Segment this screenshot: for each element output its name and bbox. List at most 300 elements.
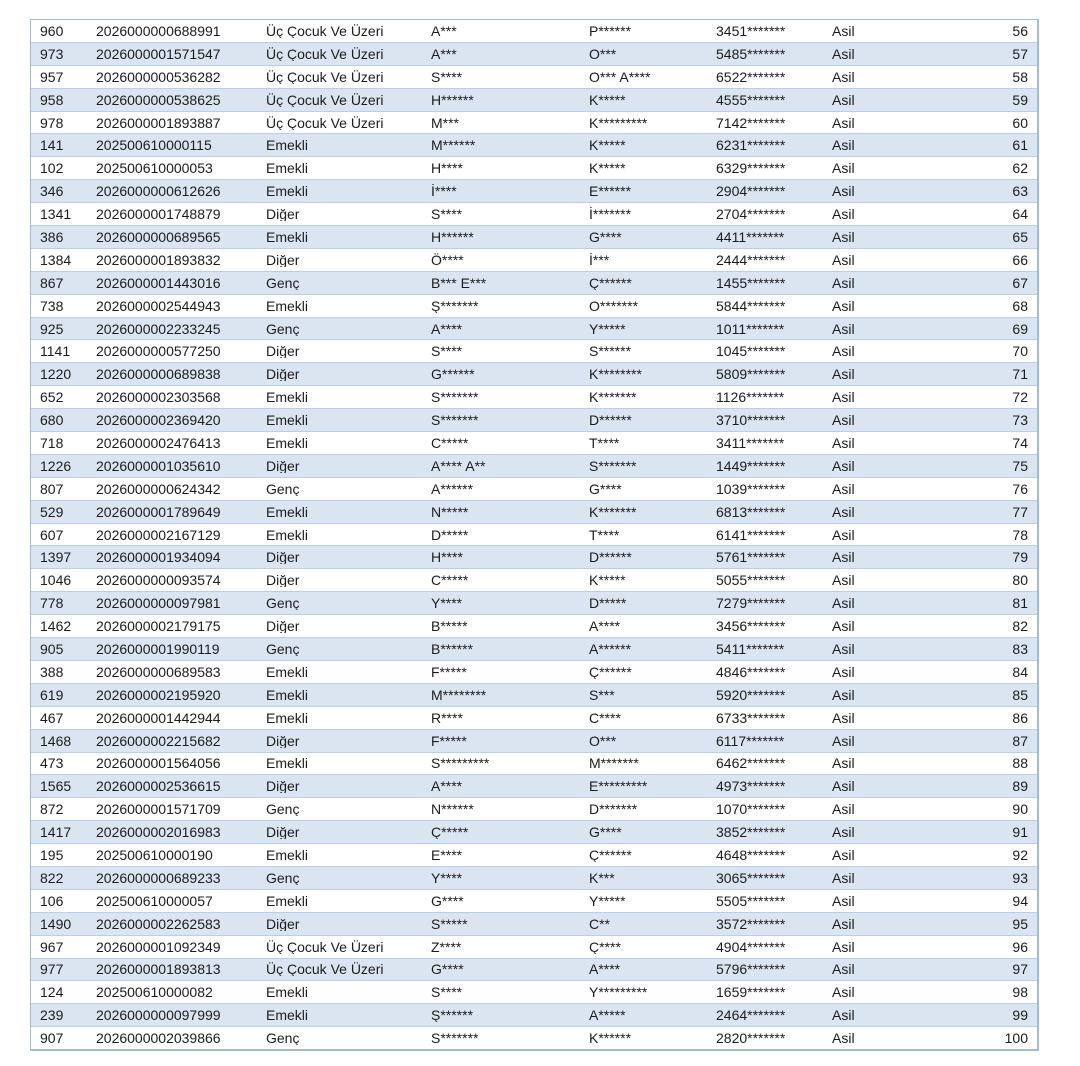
cell-draw-order: 778 <box>40 596 64 611</box>
cell-rank: 79 <box>1012 550 1028 565</box>
cell-draw-order: 195 <box>40 848 64 862</box>
cell-last-name: A****** <box>589 641 632 656</box>
cell-rank: 59 <box>1012 92 1028 107</box>
cell-first-name: S******* <box>431 390 479 405</box>
cell-first-name: Ş****** <box>431 1008 474 1023</box>
cell-rank: 73 <box>1012 413 1028 428</box>
table-row <box>31 43 1037 66</box>
cell-application-no: 2026000001571547 <box>96 46 221 61</box>
table-row <box>31 363 1037 386</box>
cell-last-name: K****** <box>589 1031 632 1046</box>
cell-last-name: Y********* <box>589 985 648 1000</box>
cell-status: Asil <box>832 825 855 840</box>
cell-rank: 86 <box>1012 710 1028 725</box>
cell-application-no: 202500610000053 <box>96 161 213 176</box>
cell-masked-id: 4846******* <box>716 664 786 679</box>
table-row <box>31 340 1037 363</box>
cell-last-name: E********* <box>589 779 648 794</box>
cell-application-no: 2026000000688991 <box>96 23 221 38</box>
cell-application-no: 202500610000115 <box>96 138 212 153</box>
cell-status: Asil <box>832 527 855 542</box>
cell-first-name: B***** <box>431 619 468 634</box>
cell-draw-order: 467 <box>40 710 64 725</box>
cell-draw-order: 1397 <box>40 550 72 565</box>
cell-status: Asil <box>832 46 855 61</box>
cell-rank: 58 <box>1012 69 1028 84</box>
cell-application-no: 2026000000097999 <box>96 1008 221 1023</box>
cell-last-name: Ç**** <box>589 939 621 954</box>
cell-rank: 57 <box>1012 46 1028 61</box>
cell-application-no: 2026000000624342 <box>96 481 221 496</box>
cell-draw-order: 978 <box>40 115 64 130</box>
cell-category: Diğer <box>266 619 300 634</box>
cell-draw-order: 239 <box>40 1008 64 1023</box>
cell-draw-order: 925 <box>40 321 64 336</box>
cell-category: Emekli <box>266 298 309 313</box>
cell-category: Genç <box>266 481 300 496</box>
cell-masked-id: 1455******* <box>716 275 786 290</box>
cell-first-name: F***** <box>431 664 467 679</box>
cell-first-name: G****** <box>431 367 475 382</box>
table-row <box>31 569 1037 592</box>
cell-category: Üç Çocuk Ve Üzeri <box>266 962 384 977</box>
cell-masked-id: 4555******* <box>716 92 786 107</box>
cell-draw-order: 967 <box>40 939 64 954</box>
cell-last-name: Ç****** <box>589 275 632 290</box>
cell-application-no: 2026000002369420 <box>96 413 221 428</box>
table-row <box>31 455 1037 478</box>
cell-last-name: A**** <box>589 962 621 977</box>
cell-masked-id: 3852******* <box>716 825 786 840</box>
cell-application-no: 2026000002215682 <box>96 733 221 748</box>
cell-category: Emekli <box>266 435 309 450</box>
cell-masked-id: 6141******* <box>716 527 786 542</box>
cell-first-name: A**** <box>431 321 463 336</box>
cell-first-name: F***** <box>431 733 467 748</box>
cell-category: Diğer <box>266 916 300 931</box>
cell-last-name: K******* <box>589 390 637 405</box>
cell-last-name: Ç****** <box>589 848 632 862</box>
cell-first-name: E**** <box>431 848 463 862</box>
cell-status: Asil <box>832 413 855 428</box>
cell-rank: 81 <box>1012 596 1028 611</box>
table-row <box>31 1004 1037 1027</box>
cell-status: Asil <box>832 962 855 977</box>
table-row <box>31 112 1037 135</box>
cell-draw-order: 106 <box>40 893 64 908</box>
cell-last-name: A***** <box>589 1008 626 1023</box>
cell-status: Asil <box>832 779 855 794</box>
cell-status: Asil <box>832 848 855 862</box>
table-row <box>31 913 1037 936</box>
table-row <box>31 615 1037 638</box>
cell-masked-id: 4648******* <box>716 848 786 862</box>
cell-application-no: 2026000002233245 <box>96 321 221 336</box>
cell-masked-id: 4411******* <box>716 229 785 244</box>
cell-draw-order: 977 <box>40 962 64 977</box>
cell-rank: 64 <box>1012 207 1028 222</box>
cell-status: Asil <box>832 710 855 725</box>
cell-status: Asil <box>832 596 855 611</box>
cell-last-name: Y***** <box>589 893 626 908</box>
cell-masked-id: 3065******* <box>716 870 786 885</box>
cell-status: Asil <box>832 435 855 450</box>
cell-status: Asil <box>832 138 855 153</box>
cell-rank: 72 <box>1012 390 1028 405</box>
cell-category: Emekli <box>266 138 309 153</box>
cell-draw-order: 738 <box>40 298 64 313</box>
cell-application-no: 2026000002544943 <box>96 298 221 313</box>
cell-masked-id: 5844******* <box>716 298 786 313</box>
cell-first-name: C***** <box>431 573 469 588</box>
cell-status: Asil <box>832 23 855 38</box>
cell-draw-order: 973 <box>40 46 64 61</box>
cell-category: Üç Çocuk Ve Üzeri <box>266 939 384 954</box>
cell-masked-id: 5055******* <box>716 573 786 588</box>
cell-rank: 94 <box>1012 893 1028 908</box>
cell-draw-order: 1046 <box>40 573 72 588</box>
cell-first-name: M*** <box>431 115 460 130</box>
cell-masked-id: 1449******* <box>716 458 786 473</box>
cell-application-no: 2026000002167129 <box>96 527 221 542</box>
cell-last-name: K******* <box>589 504 637 519</box>
cell-status: Asil <box>832 893 855 908</box>
cell-status: Asil <box>832 69 855 84</box>
cell-rank: 60 <box>1012 115 1028 130</box>
cell-status: Asil <box>832 619 855 634</box>
cell-first-name: S******* <box>431 1031 479 1046</box>
cell-status: Asil <box>832 550 855 565</box>
cell-rank: 98 <box>1012 985 1028 1000</box>
cell-rank: 88 <box>1012 756 1028 771</box>
cell-masked-id: 5809******* <box>716 367 786 382</box>
cell-first-name: A*** <box>431 23 457 38</box>
cell-category: Diğer <box>266 573 300 588</box>
cell-application-no: 2026000002179175 <box>96 619 221 634</box>
table-row <box>31 638 1037 661</box>
cell-last-name: D******* <box>589 802 638 817</box>
cell-first-name: S**** <box>431 344 463 359</box>
cell-masked-id: 1070******* <box>716 802 786 817</box>
cell-last-name: S*** <box>589 687 615 702</box>
cell-category: Emekli <box>266 710 309 725</box>
table-row <box>31 775 1037 798</box>
cell-draw-order: 1565 <box>40 779 72 794</box>
table-row <box>31 730 1037 753</box>
cell-draw-order: 619 <box>40 687 64 702</box>
cell-status: Asil <box>832 92 855 107</box>
cell-first-name: A**** <box>431 779 463 794</box>
cell-rank: 92 <box>1012 848 1028 862</box>
cell-masked-id: 6733******* <box>716 710 786 725</box>
cell-rank: 91 <box>1012 825 1028 840</box>
cell-draw-order: 1341 <box>40 207 72 222</box>
cell-category: Üç Çocuk Ve Üzeri <box>266 23 384 38</box>
cell-category: Üç Çocuk Ve Üzeri <box>266 115 384 130</box>
cell-draw-order: 1417 <box>40 825 72 840</box>
cell-application-no: 2026000000689583 <box>96 664 221 679</box>
table-row <box>31 753 1037 776</box>
table-row <box>31 959 1037 982</box>
cell-rank: 89 <box>1012 779 1028 794</box>
table-row <box>31 592 1037 615</box>
cell-draw-order: 867 <box>40 275 64 290</box>
cell-masked-id: 2464******* <box>716 1008 786 1023</box>
cell-masked-id: 3456******* <box>716 619 786 634</box>
cell-category: Üç Çocuk Ve Üzeri <box>266 69 384 84</box>
cell-masked-id: 1659******* <box>716 985 786 1000</box>
cell-first-name: İ**** <box>431 184 457 199</box>
cell-category: Diğer <box>266 252 300 267</box>
cell-rank: 83 <box>1012 641 1028 656</box>
cell-draw-order: 141 <box>40 138 64 153</box>
cell-draw-order: 905 <box>40 641 64 656</box>
cell-first-name: A*** <box>431 46 457 61</box>
cell-application-no: 2026000001564056 <box>96 756 221 771</box>
table-row <box>31 203 1037 226</box>
cell-first-name: M****** <box>431 138 476 153</box>
cell-draw-order: 102 <box>40 161 64 176</box>
cell-category: Emekli <box>266 390 309 405</box>
table-row <box>31 134 1037 157</box>
cell-rank: 65 <box>1012 229 1028 244</box>
cell-rank: 66 <box>1012 252 1028 267</box>
table-row <box>31 844 1037 867</box>
cell-application-no: 202500610000057 <box>96 893 213 908</box>
draw-results-table <box>30 19 1039 1051</box>
cell-first-name: N****** <box>431 802 474 817</box>
cell-draw-order: 807 <box>40 481 64 496</box>
cell-category: Diğer <box>266 367 300 382</box>
cell-draw-order: 1490 <box>40 916 72 931</box>
cell-category: Genç <box>266 870 300 885</box>
table-row <box>31 409 1037 432</box>
cell-rank: 78 <box>1012 527 1028 542</box>
cell-masked-id: 6813******* <box>716 504 786 519</box>
cell-rank: 69 <box>1012 321 1028 336</box>
cell-category: Genç <box>266 596 300 611</box>
table-row <box>31 821 1037 844</box>
cell-first-name: H****** <box>431 92 474 107</box>
table-row <box>31 272 1037 295</box>
table-row <box>31 546 1037 569</box>
cell-category: Diğer <box>266 733 300 748</box>
table-row <box>31 524 1037 547</box>
cell-application-no: 2026000000689565 <box>96 229 221 244</box>
cell-status: Asil <box>832 664 855 679</box>
cell-masked-id: 3451******* <box>716 23 786 38</box>
cell-last-name: O*** <box>589 733 617 748</box>
cell-draw-order: 652 <box>40 390 64 405</box>
table-row <box>31 890 1037 913</box>
cell-status: Asil <box>832 1008 855 1023</box>
cell-last-name: E****** <box>589 184 632 199</box>
cell-application-no: 2026000001789649 <box>96 504 221 519</box>
cell-rank: 56 <box>1012 23 1028 38</box>
cell-draw-order: 1141 <box>40 344 71 359</box>
cell-status: Asil <box>832 298 855 313</box>
cell-masked-id: 3710******* <box>716 413 786 428</box>
cell-status: Asil <box>832 756 855 771</box>
cell-last-name: T**** <box>589 435 620 450</box>
table-row <box>31 432 1037 455</box>
cell-masked-id: 7279******* <box>716 596 786 611</box>
cell-rank: 70 <box>1012 344 1028 359</box>
cell-category: Emekli <box>266 756 309 771</box>
cell-draw-order: 1220 <box>40 367 72 382</box>
cell-masked-id: 1039******* <box>716 481 786 496</box>
cell-first-name: S********* <box>431 756 490 771</box>
cell-rank: 75 <box>1012 458 1028 473</box>
cell-draw-order: 388 <box>40 664 64 679</box>
cell-application-no: 2026000002039866 <box>96 1031 221 1046</box>
table-row <box>31 798 1037 821</box>
cell-masked-id: 2820******* <box>716 1031 786 1046</box>
cell-status: Asil <box>832 229 855 244</box>
cell-application-no: 2026000000538625 <box>96 92 221 107</box>
cell-application-no: 2026000000097981 <box>96 596 221 611</box>
cell-status: Asil <box>832 870 855 885</box>
cell-last-name: C**** <box>589 710 621 725</box>
cell-draw-order: 1384 <box>40 252 72 267</box>
cell-category: Diğer <box>266 825 300 840</box>
table-row <box>31 249 1037 272</box>
cell-rank: 97 <box>1012 962 1028 977</box>
table-row <box>31 501 1037 524</box>
cell-masked-id: 6329******* <box>716 161 786 176</box>
cell-rank: 87 <box>1012 733 1028 748</box>
cell-last-name: Ç****** <box>589 664 632 679</box>
cell-status: Asil <box>832 252 855 267</box>
cell-draw-order: 1468 <box>40 733 72 748</box>
cell-first-name: S**** <box>431 985 463 1000</box>
cell-application-no: 202500610000190 <box>96 848 213 862</box>
cell-masked-id: 1011******* <box>716 321 785 336</box>
cell-application-no: 2026000002476413 <box>96 435 221 450</box>
cell-last-name: K********* <box>589 115 648 130</box>
cell-last-name: İ*** <box>589 252 610 267</box>
cell-masked-id: 1045******* <box>716 344 786 359</box>
cell-rank: 99 <box>1012 1008 1028 1023</box>
cell-status: Asil <box>832 367 855 382</box>
cell-draw-order: 822 <box>40 870 64 885</box>
cell-draw-order: 386 <box>40 229 64 244</box>
cell-first-name: Z**** <box>431 939 462 954</box>
cell-category: Emekli <box>266 413 309 428</box>
cell-draw-order: 718 <box>40 435 64 450</box>
cell-rank: 85 <box>1012 687 1028 702</box>
cell-rank: 96 <box>1012 939 1028 954</box>
cell-status: Asil <box>832 504 855 519</box>
cell-first-name: Ç***** <box>431 825 469 840</box>
cell-last-name: M******* <box>589 756 639 771</box>
table-row <box>31 318 1037 341</box>
cell-rank: 77 <box>1012 504 1028 519</box>
cell-status: Asil <box>832 573 855 588</box>
cell-application-no: 2026000001893887 <box>96 115 221 130</box>
cell-status: Asil <box>832 1031 855 1046</box>
cell-application-no: 2026000001748879 <box>96 207 221 222</box>
cell-status: Asil <box>832 733 855 748</box>
cell-application-no: 2026000001442944 <box>96 710 221 725</box>
cell-rank: 63 <box>1012 184 1028 199</box>
cell-masked-id: 6231******* <box>716 138 786 153</box>
cell-masked-id: 2904******* <box>716 184 786 199</box>
cell-rank: 90 <box>1012 802 1028 817</box>
table-row <box>31 1027 1037 1049</box>
table-row <box>31 386 1037 409</box>
cell-last-name: S****** <box>589 344 632 359</box>
cell-first-name: S***** <box>431 916 468 931</box>
cell-last-name: P****** <box>589 23 632 38</box>
cell-masked-id: 6117******* <box>716 733 785 748</box>
cell-draw-order: 957 <box>40 69 64 84</box>
cell-rank: 61 <box>1012 138 1028 153</box>
cell-application-no: 2026000002262583 <box>96 916 221 931</box>
cell-first-name: A**** A** <box>431 458 486 473</box>
cell-masked-id: 5485******* <box>716 46 786 61</box>
cell-masked-id: 2444******* <box>716 252 786 267</box>
cell-draw-order: 872 <box>40 802 64 817</box>
cell-application-no: 2026000001571709 <box>96 802 221 817</box>
cell-application-no: 2026000002195920 <box>96 687 221 702</box>
table-row <box>31 936 1037 959</box>
cell-last-name: G**** <box>589 229 622 244</box>
table-row <box>31 226 1037 249</box>
cell-application-no: 2026000001092349 <box>96 939 221 954</box>
cell-last-name: A**** <box>589 619 621 634</box>
cell-status: Asil <box>832 321 855 336</box>
cell-draw-order: 960 <box>40 23 64 38</box>
cell-first-name: H**** <box>431 550 463 565</box>
cell-first-name: A****** <box>431 481 474 496</box>
table-row <box>31 867 1037 890</box>
cell-application-no: 2026000001893832 <box>96 252 221 267</box>
cell-status: Asil <box>832 275 855 290</box>
cell-last-name: O*** <box>589 46 617 61</box>
cell-status: Asil <box>832 939 855 954</box>
cell-category: Emekli <box>266 504 309 519</box>
table-row <box>31 981 1037 1004</box>
cell-category: Diğer <box>266 344 300 359</box>
cell-last-name: D****** <box>589 413 632 428</box>
cell-draw-order: 1462 <box>40 619 72 634</box>
cell-masked-id: 3572******* <box>716 916 786 931</box>
cell-first-name: Ö**** <box>431 252 464 267</box>
cell-last-name: K***** <box>589 92 626 107</box>
cell-category: Emekli <box>266 184 309 199</box>
cell-first-name: S******* <box>431 413 479 428</box>
cell-application-no: 2026000002303568 <box>96 390 221 405</box>
cell-rank: 82 <box>1012 619 1028 634</box>
cell-rank: 74 <box>1012 435 1028 450</box>
cell-category: Diğer <box>266 550 300 565</box>
cell-status: Asil <box>832 687 855 702</box>
cell-rank: 76 <box>1012 481 1028 496</box>
table-row <box>31 180 1037 203</box>
cell-application-no: 2026000002016983 <box>96 825 221 840</box>
cell-category: Emekli <box>266 527 309 542</box>
cell-first-name: B****** <box>431 641 474 656</box>
cell-last-name: Y***** <box>589 321 626 336</box>
cell-masked-id: 5796******* <box>716 962 786 977</box>
cell-application-no: 2026000002536615 <box>96 779 221 794</box>
cell-draw-order: 907 <box>40 1031 64 1046</box>
cell-category: Emekli <box>266 161 309 176</box>
cell-category: Diğer <box>266 458 300 473</box>
cell-status: Asil <box>832 184 855 199</box>
table-row <box>31 707 1037 730</box>
